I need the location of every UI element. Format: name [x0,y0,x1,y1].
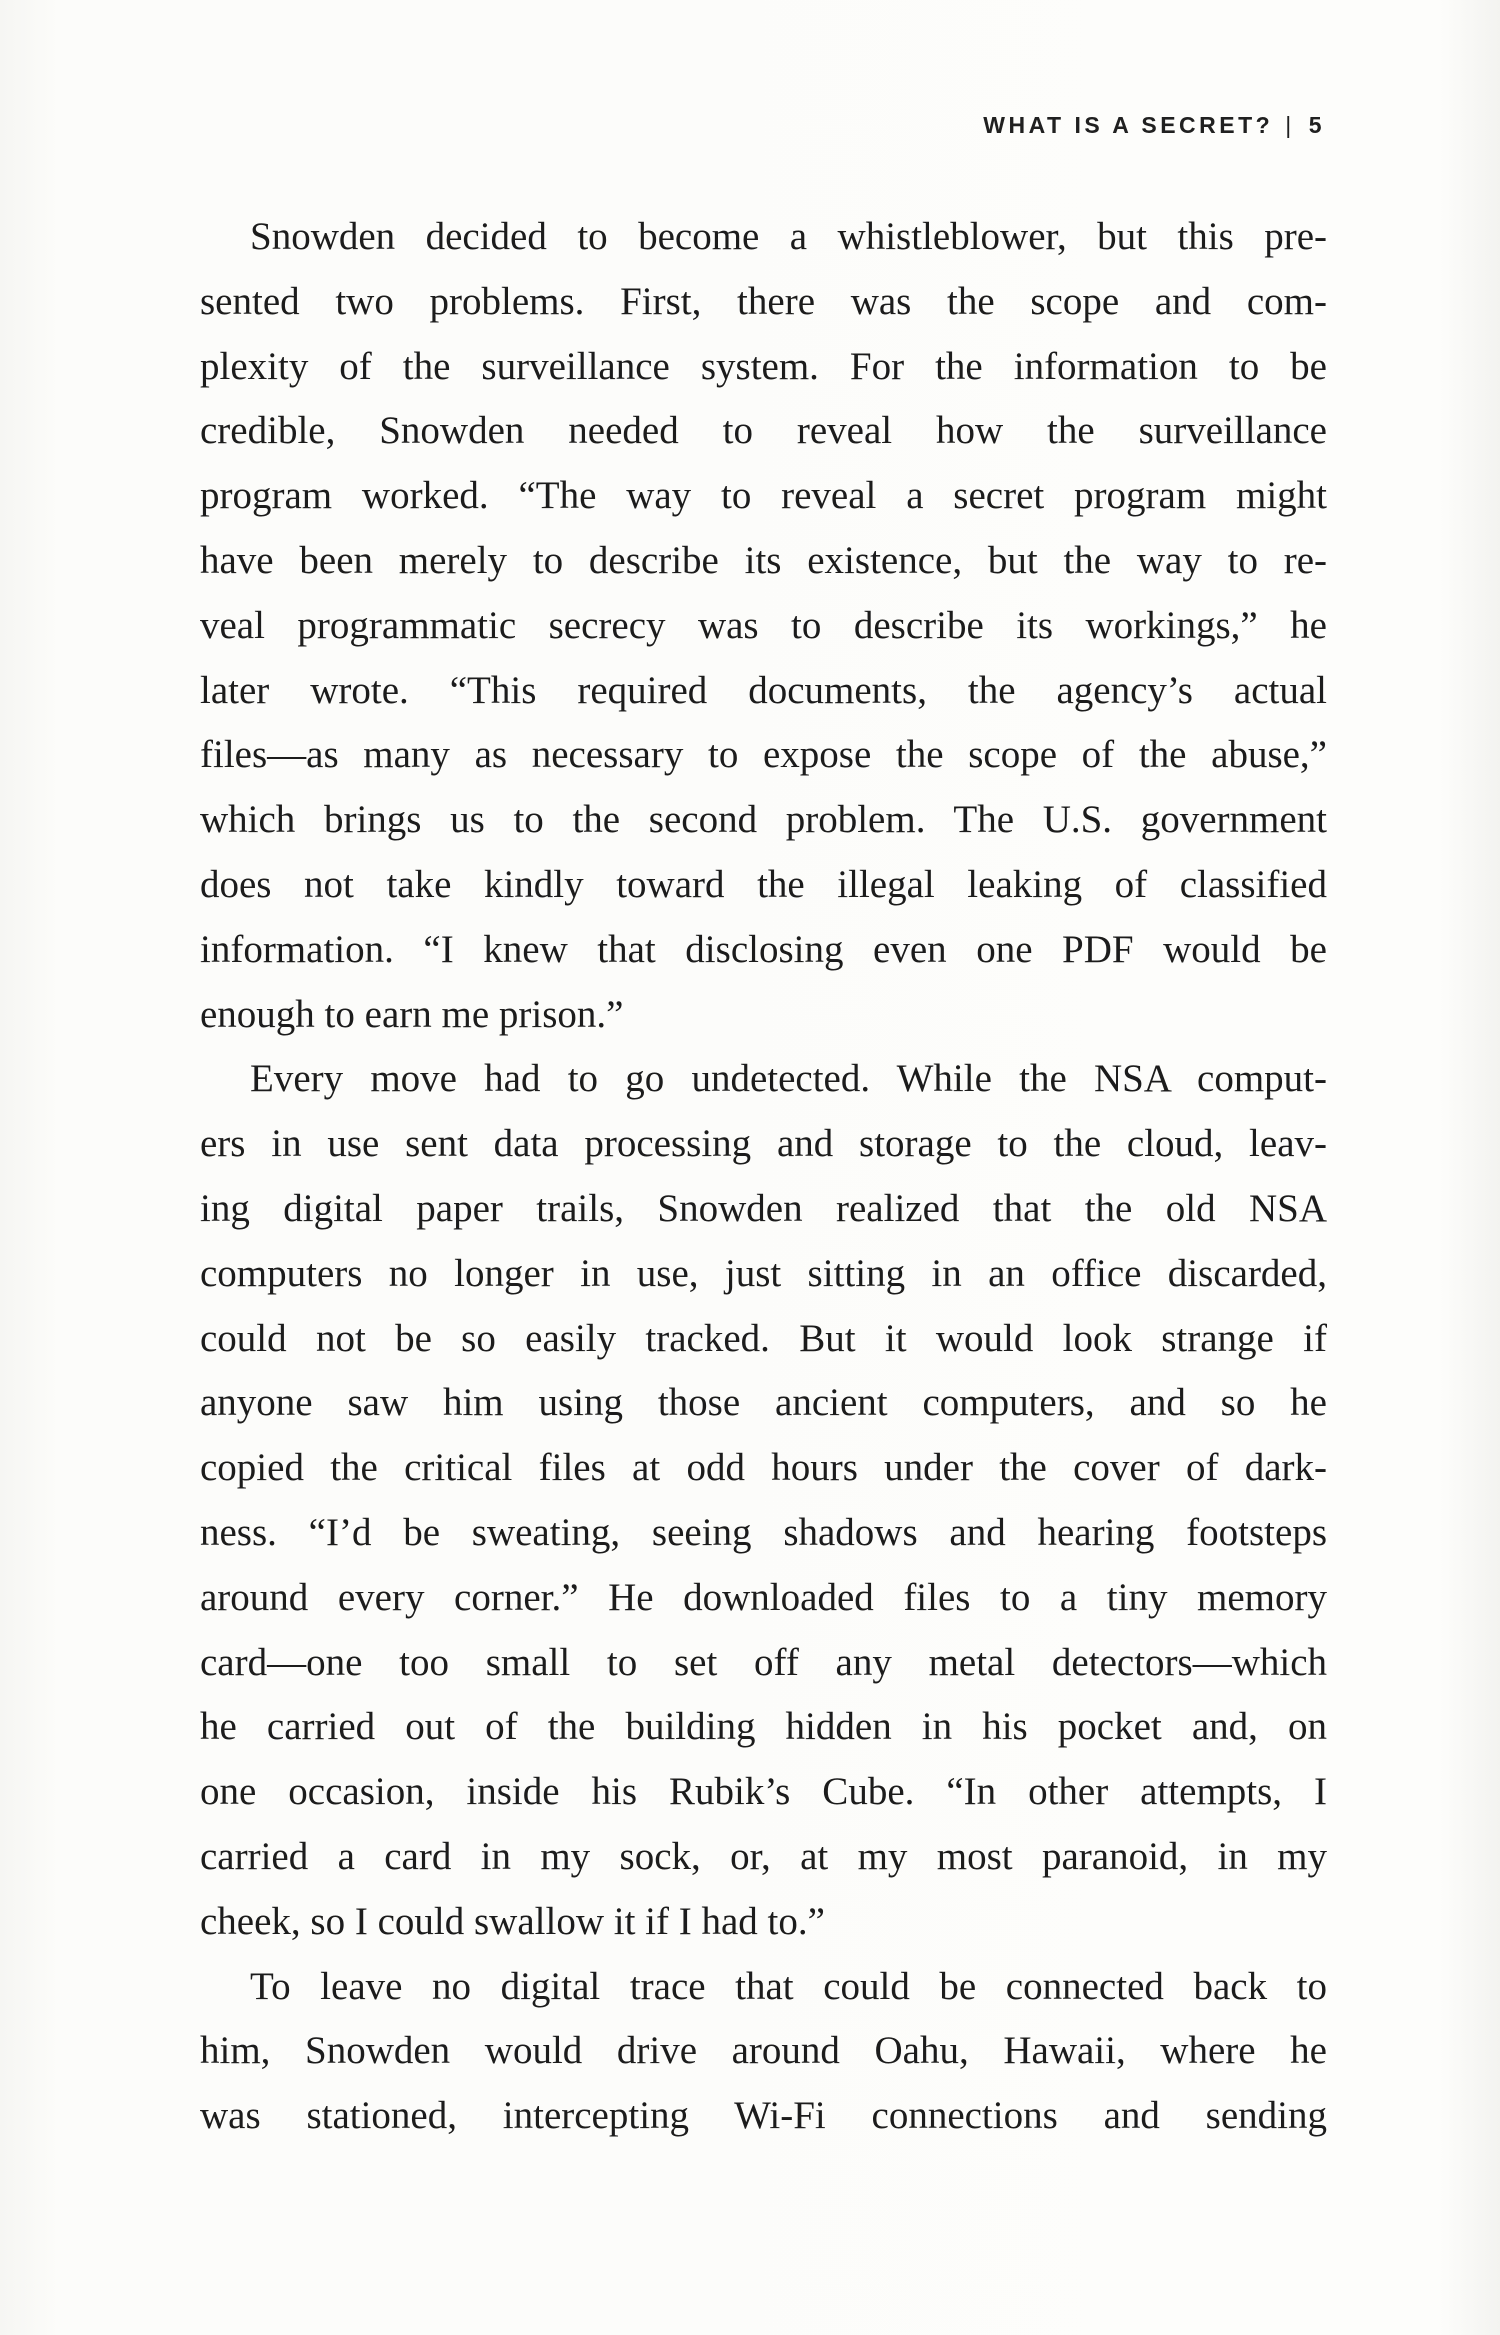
text-line: cheek, so I could swallow it if I had to.” [200,1899,825,1943]
text-line: carried a card in my sock, or, at my most paranoid, in my [200,1834,1327,1878]
text-line: anyone saw him using those ancient computers, and so he [200,1381,1327,1425]
text-line: Snowden decided to become a whistleblower, but this pre- [250,215,1327,258]
page-number: 5 [1308,112,1325,138]
text-line: ers in use sent data processing and storage to the cloud, leav- [200,1122,1327,1166]
body-text [200,205,1327,2149]
text-line: one occasion, inside his Rubik’s Cube. “In other attempts, I [200,1770,1327,1814]
paragraph-2 [200,1047,1327,1954]
text-line: which brings us to the second problem. The U.S. government [200,798,1327,842]
text-line: enough to earn me prison.” [200,992,624,1036]
paragraph-1 [200,205,1327,1047]
text-line: program worked. “The way to reveal a secret program might [200,474,1327,518]
text-line: computers no longer in use, just sitting in an office discarded, [200,1251,1327,1295]
text-line: copied the critical files at odd hours under the cover of dark- [200,1446,1327,1490]
text-line: around every corner.” He downloaded files to a tiny memory [200,1575,1327,1619]
text-line: information. “I knew that disclosing even one PDF would be [200,927,1327,971]
text-line: later wrote. “This required documents, the agency’s actual [200,668,1327,712]
text-line: credible, Snowden needed to reveal how the surveillance [200,409,1327,453]
text-line: ness. “I’d be sweating, seeing shadows and hearing footsteps [200,1510,1327,1554]
text-line: ing digital paper trails, Snowden realized that the old NSA [200,1186,1327,1230]
text-line: To leave no digital trace that could be connected back to [250,1964,1327,2008]
text-line: sented two problems. First, there was the scope and com- [200,279,1327,323]
running-head [0,112,1325,139]
text-line: Every move had to go undetected. While the NSA comput- [250,1057,1327,1101]
text-line: card—one too small to set off any metal detectors—which [200,1640,1327,1684]
text-line: him, Snowden would drive around Oahu, Hawaii, where he [200,2029,1327,2073]
header-separator: | [1285,112,1295,138]
text-line: files—as many as necessary to expose the scope of the abuse,” [200,733,1327,777]
text-line: have been merely to describe its existence, but the way to re- [200,538,1327,582]
text-line: could not be so easily tracked. But it would look strange if [200,1316,1327,1360]
chapter-title: WHAT IS A SECRET? [983,112,1274,138]
text-line: was stationed, intercepting Wi-Fi connections and sending [200,2094,1327,2138]
text-line: veal programmatic secrecy was to describe its workings,” he [200,603,1327,647]
text-line: he carried out of the building hidden in his pocket and, on [200,1705,1327,1749]
text-line: does not take kindly toward the illegal leaking of classified [200,862,1327,906]
text-line: plexity of the surveillance system. For the information to be [200,344,1327,388]
paragraph-3 [200,1955,1327,2149]
